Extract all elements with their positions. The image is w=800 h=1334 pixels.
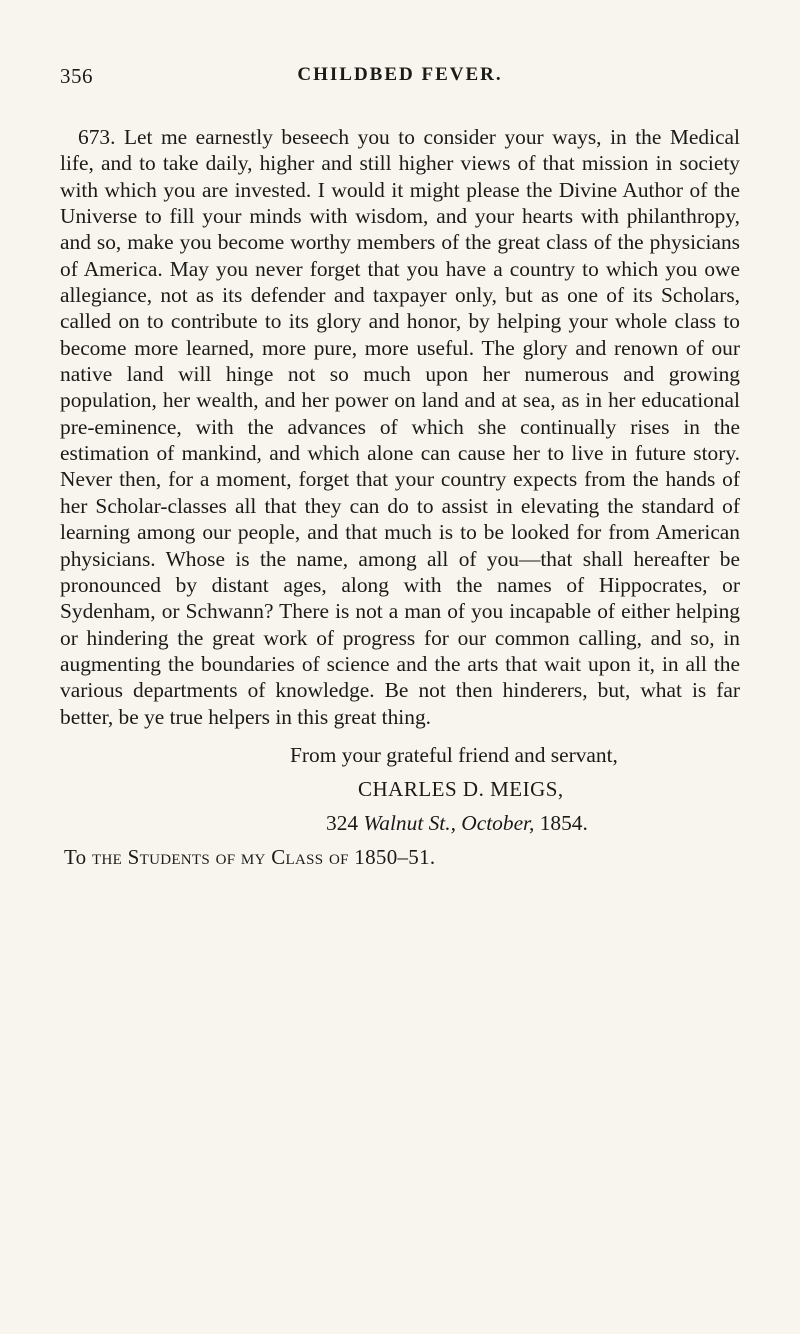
running-head: CHILDBED FEVER. xyxy=(297,64,503,85)
paragraph-673: 673. Let me earnestly beseech you to consider your ways, in the Medical life, and to take daily, higher and still higher views of that mission in society with which you are invested. I would it might please the Divine Author of the Universe to fill your minds with wisdom, and your hearts with philanthropy, and so, make you become worthy members of the great class of the physicians of America. May you never forget that you have a country to which you owe allegiance, not as its defender and taxpayer only, but as one of its Scholars, called on to contribute to its glory and honor, by helping your whole class to become more learned, more pure, more useful. The glory and renown of our native land will hinge not so much upon her numerous and growing population, her wealth, and her power on land and at sea, as in her educational pre-eminence, with the advances of which she continually rises in the estimation of mankind, and which alone can cause her to live in future story. Never then, for a moment, forget that your country expects from the hands of her Scholar-classes all that they can do to assist in elevating the standard of learning among our people, and that much is to be looked for from American physicians. Whose is the name, among all of you—that shall hereafter be pronounced by distant ages, along with the names of Hippocrates, or Sydenham, or Schwann? There is not a man of you incapable of either helping or hindering the great work of progress for our common calling, and so, in augmenting the boundaries of science and the arts that wait upon it, in all the various departments of knowledge. Be not then hinderers, but, what is far better, be ye true helpers in this great thing. xyxy=(60,125,740,729)
signature: CHARLES D. MEIGS, xyxy=(358,776,564,801)
dateline xyxy=(60,806,740,840)
letter-closing xyxy=(60,738,740,874)
dedication-to: To xyxy=(64,844,93,869)
valediction: From your grateful friend and servant, xyxy=(290,742,618,767)
address-year: 1854. xyxy=(534,810,588,835)
address-street: Walnut St., October, xyxy=(363,810,535,835)
page-number: 356 xyxy=(60,64,93,88)
dedication-years: 1850–51. xyxy=(348,844,436,869)
address-number: 324 xyxy=(326,810,364,835)
book-page xyxy=(60,64,740,874)
body-text xyxy=(60,124,740,730)
dedication-students: the Students of my Class of xyxy=(92,844,349,869)
page-header xyxy=(60,64,740,104)
dedication xyxy=(60,840,740,874)
